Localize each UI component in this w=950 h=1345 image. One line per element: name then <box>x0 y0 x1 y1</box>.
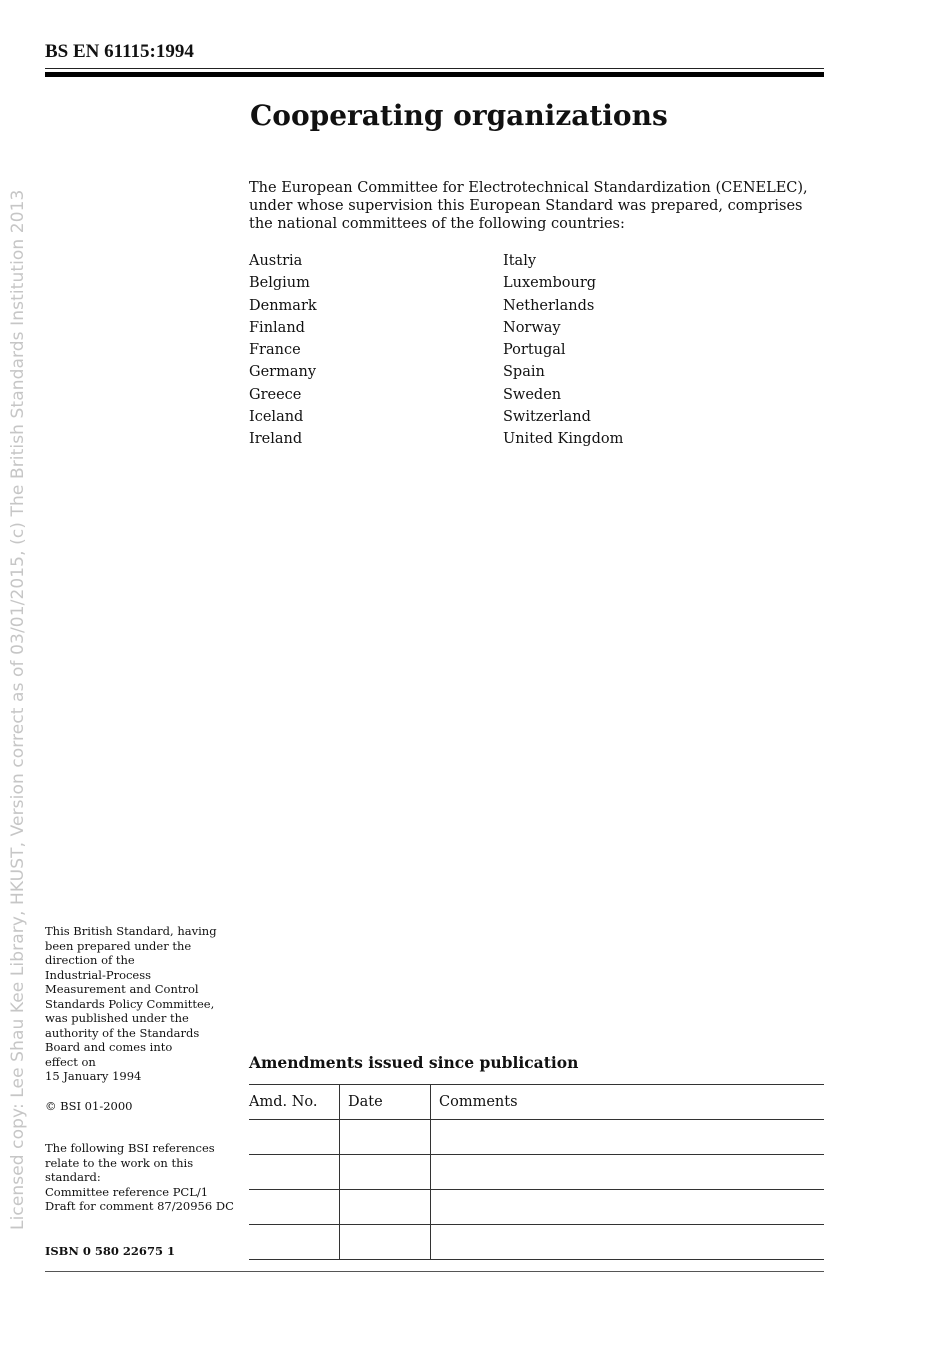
header-rule-thick <box>45 72 824 77</box>
table-cell <box>249 1225 340 1260</box>
amendments-table <box>249 1084 824 1260</box>
country-item: Spain <box>503 364 545 381</box>
country-item: France <box>249 342 301 359</box>
table-row <box>249 1190 824 1225</box>
isbn: ISBN 0 580 22675 1 <box>45 1244 175 1258</box>
table-row <box>249 1155 824 1190</box>
intro-paragraph: The European Committee for Electrotechnical Standardization (CENELEC), under whose supervision this European Standard was prepared, comprises the national committees of the following countries: <box>249 180 808 232</box>
country-item: Iceland <box>249 409 304 426</box>
country-item: Austria <box>249 253 303 269</box>
country-item: Finland <box>249 319 305 336</box>
table-cell <box>431 1225 825 1260</box>
footer-rule <box>45 1271 824 1272</box>
table-cell <box>249 1120 340 1155</box>
country-item: Sweden <box>503 386 562 403</box>
country-item: Luxembourg <box>503 275 597 292</box>
table-cell <box>340 1120 431 1155</box>
column-header-comments: Comments <box>431 1085 825 1120</box>
table-cell <box>249 1190 340 1225</box>
column-header-date: Date <box>340 1085 431 1120</box>
country-item: Belgium <box>249 275 310 292</box>
table-row <box>249 1120 824 1155</box>
country-item: Ireland <box>249 431 303 448</box>
table-cell <box>249 1155 340 1190</box>
country-item: Germany <box>249 364 317 381</box>
country-item: Netherlands <box>503 297 595 314</box>
standard-id: BS EN 61115:1994 <box>45 41 194 62</box>
bsi-references: The following BSI references relate to the work on this standard: Committee reference PCL/1 Draft for comment 87/20956 DC <box>45 1141 234 1213</box>
publication-sidebar <box>45 924 245 1214</box>
table-row <box>249 1225 824 1260</box>
table-cell <box>340 1225 431 1260</box>
table-header-row <box>249 1085 824 1120</box>
page-title: Cooperating organizations <box>250 99 668 132</box>
copyright-notice: © BSI 01-2000 <box>45 1098 133 1113</box>
country-item: Italy <box>503 253 537 269</box>
table-cell <box>431 1120 825 1155</box>
header-rule-thin <box>45 68 824 69</box>
table-cell <box>431 1155 825 1190</box>
country-item: Greece <box>249 386 302 403</box>
table-cell <box>431 1190 825 1225</box>
country-item: Switzerland <box>503 409 591 426</box>
license-watermark: Licensed copy: Lee Shau Kee Library, HKUST, Version correct as of 03/01/2015, (c) The British Standards Institution 2013 <box>8 189 28 1230</box>
table-cell <box>340 1155 431 1190</box>
country-list-right <box>503 250 623 451</box>
country-item: Denmark <box>249 297 317 314</box>
column-header-amd-no: Amd. No. <box>249 1085 340 1120</box>
country-item: United Kingdom <box>503 431 624 448</box>
amendments-heading: Amendments issued since publication <box>249 1053 579 1072</box>
publication-note: This British Standard, having been prepared under the direction of the Industrial-Process Measurement and Control Standards Policy Committee, was published under the authority of the Standards Board and comes into effect on 15 January 1994 <box>45 924 217 1083</box>
country-item: Portugal <box>503 342 566 359</box>
table-cell <box>340 1190 431 1225</box>
country-item: Norway <box>503 319 561 336</box>
country-list-left <box>249 250 317 451</box>
